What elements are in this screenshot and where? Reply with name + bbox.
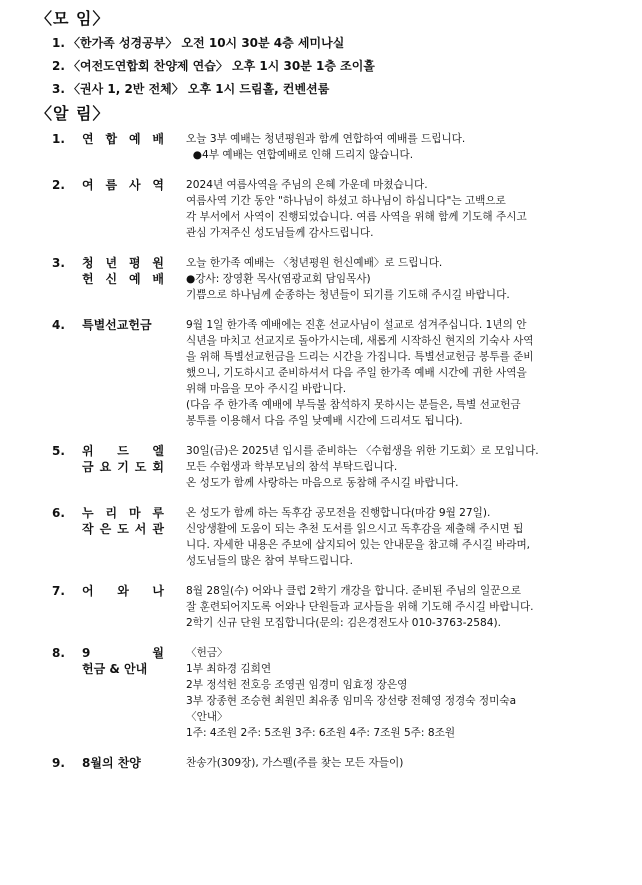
notice-item xyxy=(52,177,620,241)
notices-list xyxy=(44,131,620,771)
notice-title xyxy=(82,583,186,631)
notice-body-line: 3부 장종현 조승현 최원민 최유종 임미옥 장선량 전혜영 정경숙 정미숙a xyxy=(186,695,517,707)
notice-title-line: 위 드 엘 xyxy=(82,444,164,458)
notice-item xyxy=(52,443,620,491)
notice-body xyxy=(186,255,620,303)
notice-title-line: 여 름 사 역 xyxy=(82,178,164,192)
notice-number: 5. xyxy=(52,444,65,458)
notice-title-line: 헌금 & 안내 xyxy=(82,662,148,676)
notice-title xyxy=(82,177,186,241)
notice-body-line: 2학기 신규 단원 모집합니다(문의: 김은경전도사 010-3763-2584). xyxy=(186,617,502,629)
notice-title-line: 헌 신 예 배 xyxy=(82,272,164,286)
notices-section-title: 〈알 림〉 xyxy=(36,104,110,123)
notice-title-line: 특별선교헌금 xyxy=(82,318,152,332)
notice-title xyxy=(82,131,186,163)
notice-number: 3. xyxy=(52,256,65,270)
notice-title-line: 어 와 나 xyxy=(82,584,164,598)
notice-body-line: 위해 마음을 모아 주시길 바랍니다. xyxy=(186,383,347,395)
notice-item xyxy=(52,317,620,429)
notice-body-line: 니다. 자세한 내용은 주보에 삽지되어 있는 안내문을 참고해 주시길 바라며, xyxy=(186,539,531,551)
notice-title-line: 연 합 예 배 xyxy=(82,132,164,146)
notice-body-line: 온 성도가 함께 하는 독후감 공모전을 진행합니다(마감 9월 27일). xyxy=(186,507,491,519)
notice-title xyxy=(82,505,186,569)
notice-number: 4. xyxy=(52,318,65,332)
notice-title-line: 9 월 xyxy=(82,646,164,660)
notice-body-line: 찬송가(309장), 가스펠(주를 찾는 모든 자들이) xyxy=(186,757,404,769)
notice-body-line: ●강사: 장영환 목사(염광교회 담임목사) xyxy=(186,273,371,285)
meeting-number: 1. xyxy=(52,36,65,50)
meeting-number: 2. xyxy=(52,59,65,73)
notice-body-line: 기쁨으로 하나님께 순종하는 청년들이 되기를 기도해 주시길 바랍니다. xyxy=(186,289,510,301)
notice-body-line: 했으니, 기도하시고 준비하셔서 다음 주일 한가족 예배 시간에 귀한 사역을 xyxy=(186,367,527,379)
notice-body xyxy=(186,131,620,163)
notice-body-line: 관심 가져주신 성도님들께 감사드립니다. xyxy=(186,227,374,239)
notice-body-line: 성도님들의 많은 참여 부탁드립니다. xyxy=(186,555,353,567)
notice-item xyxy=(52,755,620,771)
notice-body-line: 8월 28일(수) 어와나 클럽 2학기 개강을 합니다. 준비된 주님의 일꾼으로 xyxy=(186,585,521,597)
notice-body-line: 잘 훈련되어지도록 어와나 단원들과 교사들을 위해 기도해 주시길 바랍니다. xyxy=(186,601,534,613)
notice-item xyxy=(52,255,620,303)
notice-number: 2. xyxy=(52,178,65,192)
notice-body xyxy=(186,755,620,771)
notice-body-line: ●4부 예배는 연합예배로 인해 드리지 않습니다. xyxy=(186,149,414,161)
notice-body-line: 9월 1일 한가족 예배에는 진훈 선교사님이 설교로 섬겨주십니다. 1년의 안 xyxy=(186,319,527,331)
notice-number: 1. xyxy=(52,132,65,146)
meeting-text: 〈여전도연합회 찬양제 연습〉 오후 1시 30분 1층 조이홀 xyxy=(68,59,375,73)
notice-body xyxy=(186,583,620,631)
notice-body-line: 각 부서에서 사역이 진행되었습니다. 여름 사역을 위해 함께 기도해 주시고 xyxy=(186,211,527,223)
notice-number: 8. xyxy=(52,646,65,660)
notice-item xyxy=(52,645,620,741)
notice-body xyxy=(186,645,620,741)
notice-title xyxy=(82,645,186,741)
notice-body-line: 1주: 4조원 2주: 5조원 3주: 6조원 4주: 7조원 5주: 8조원 xyxy=(186,727,456,739)
meetings-section-title: 〈모 임〉 xyxy=(36,9,110,28)
notice-body-line: 식년을 마치고 선교지로 돌아가시는데, 새롭게 시작하신 현지의 기숙사 사역 xyxy=(186,335,534,347)
notice-title-line: 청 년 평 원 xyxy=(82,256,164,270)
notice-title-line: 8월의 찬양 xyxy=(82,756,141,770)
notice-number: 9. xyxy=(52,756,65,770)
notice-body-line: 여름사역 기간 동안 "하나님이 하셨고 하나님이 하십니다"는 고백으로 xyxy=(186,195,506,207)
notice-item xyxy=(52,505,620,569)
notice-body-line: 2부 정석헌 전호응 조영권 임경미 임효정 장은영 xyxy=(186,679,408,691)
notice-title xyxy=(82,317,186,429)
notice-body-line: 30일(금)은 2025년 입시를 준비하는 〈수험생을 위한 기도회〉로 모입니다. xyxy=(186,445,539,457)
notice-body xyxy=(186,317,620,429)
notice-title-line: 금 요 기 도 회 xyxy=(82,460,164,474)
meeting-item xyxy=(52,55,620,78)
meeting-text: 〈권사 1, 2반 전체〉 오후 1시 드림홀, 컨벤션룸 xyxy=(68,82,330,96)
notice-title xyxy=(82,443,186,491)
notice-body-line: 오늘 3부 예배는 청년평원과 함께 연합하여 예배를 드립니다. xyxy=(186,133,466,145)
notice-body xyxy=(186,443,620,491)
notice-title xyxy=(82,755,186,771)
meeting-item xyxy=(52,32,620,55)
notice-body-line: 2024년 여름사역을 주님의 은혜 가운데 마쳤습니다. xyxy=(186,179,428,191)
notice-body-line: 모든 수험생과 학부모님의 참석 부탁드립니다. xyxy=(186,461,398,473)
notice-body-line: 을 위해 특별선교헌금을 드리는 시간을 가집니다. 특별선교헌금 봉투를 준비 xyxy=(186,351,534,363)
meeting-item xyxy=(52,78,620,101)
meeting-number: 3. xyxy=(52,82,65,96)
notice-title-line: 작 은 도 서 관 xyxy=(82,522,164,536)
notice-body-line: (다음 주 한가족 예배에 부득불 참석하지 못하시는 분들은, 특별 선교헌금 xyxy=(186,399,521,411)
meetings-list xyxy=(44,32,620,101)
notice-body-line: 〈안내〉 xyxy=(186,711,228,723)
notice-number: 7. xyxy=(52,584,65,598)
notice-body-line: 봉투를 이용해서 다음 주일 낮예배 시간에 드리셔도 됩니다). xyxy=(186,415,463,427)
meeting-text: 〈한가족 성경공부〉 오전 10시 30분 4층 세미나실 xyxy=(68,36,345,50)
notice-body-line: 1부 최하경 김희연 xyxy=(186,663,272,675)
notice-body xyxy=(186,177,620,241)
notice-title xyxy=(82,255,186,303)
notice-number: 6. xyxy=(52,506,65,520)
notice-title-line: 누 리 마 루 xyxy=(82,506,164,520)
notice-item xyxy=(52,131,620,163)
notice-body-line: 오늘 한가족 예배는 〈청년평원 헌신예배〉로 드립니다. xyxy=(186,257,443,269)
notice-item xyxy=(52,583,620,631)
notice-body xyxy=(186,505,620,569)
notice-body-line: 온 성도가 함께 사랑하는 마음으로 동참해 주시길 바랍니다. xyxy=(186,477,459,489)
notice-body-line: 신앙생활에 도움이 되는 추천 도서를 읽으시고 독후감을 제출해 주시면 됩 xyxy=(186,523,524,535)
notice-body-line: 〈헌금〉 xyxy=(186,647,228,659)
